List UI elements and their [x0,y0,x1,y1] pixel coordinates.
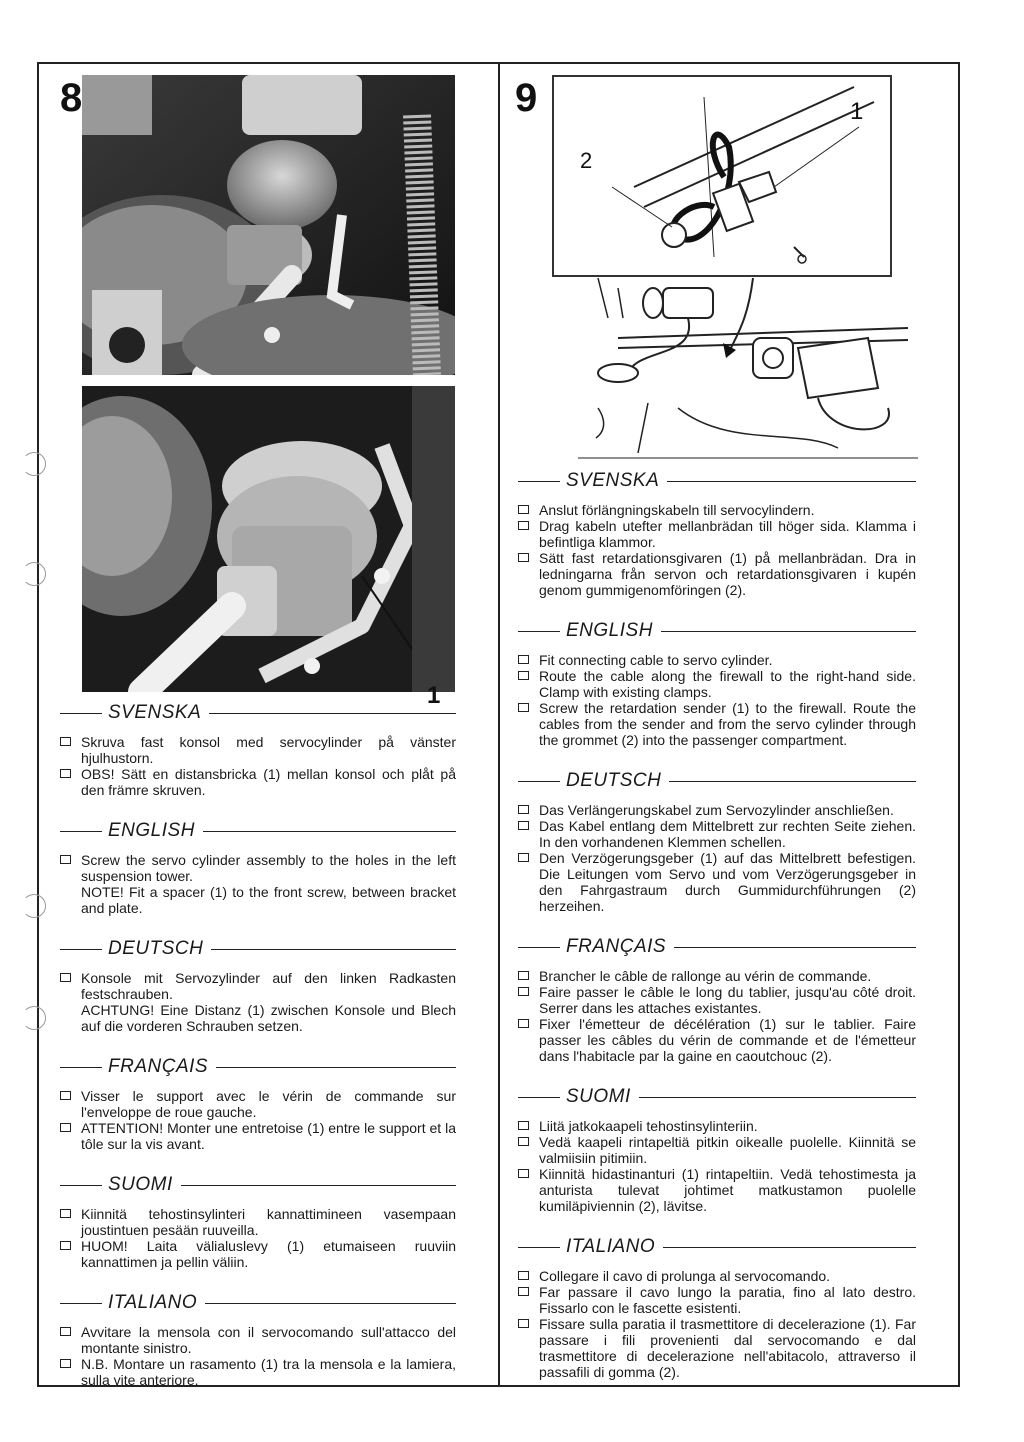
left-text-column [60,702,456,1410]
right-section-francais [518,936,916,1064]
instruction-item [518,700,916,748]
instruction-text: Visser le support avec le vérin de commande sur l'enveloppe de roue gauche. [81,1088,456,1120]
lang-heading [518,620,916,642]
checkbox-icon [60,1209,71,1218]
checkbox-icon [518,521,529,530]
checkbox-icon [60,1091,71,1100]
lang-heading-label: DEUTSCH [108,938,204,959]
instruction-text: Drag kabeln utefter mellanbrädan till höger sida. Klamma i befintliga klammor. [539,518,916,550]
left-section-suomi [60,1174,456,1270]
instruction-text: Konsole mit Servozylinder auf den linken Radkasten festschrauben. [81,970,456,1002]
checkbox-icon [60,737,71,746]
lang-heading-label: SUOMI [566,1086,631,1107]
lang-heading [518,770,916,792]
instruction-item [60,852,456,884]
checkbox-icon [60,973,71,982]
lang-heading-label: SUOMI [108,1174,173,1195]
instruction-text: OBS! Sätt en distansbricka (1) mellan konsol och plåt på den främre skruven. [81,766,456,798]
instruction-text: Den Verzögerungsgeber (1) auf das Mittelbrett befestigen. Die Leitungen vom Servo und vom Verzögerungsgeber in den Fahrgastraum durch Gummidurchführungen (2) herzeihen. [539,850,916,914]
instruction-text: Brancher le câble de rallonge au vérin de commande. [539,968,872,984]
checkbox-icon [518,1121,529,1130]
lang-heading [60,1056,456,1078]
instruction-text: ATTENTION! Monter une entretoise (1) entre le support et la tôle sur la vis avant. [81,1120,456,1152]
checkbox-icon [518,987,529,996]
instruction-item [60,1002,456,1034]
right-text-column [518,470,916,1402]
checkbox-icon [518,1169,529,1178]
drawing-callout-2: 2 [580,148,593,173]
instruction-item [518,1166,916,1214]
lang-heading [60,1174,456,1196]
left-section-francais [60,1056,456,1152]
instruction-item [60,734,456,766]
instruction-item [518,1118,916,1134]
photo-callout-1: 1 [427,682,441,709]
instruction-item [60,1238,456,1270]
binder-hole [22,452,46,476]
left-section-svenska [60,702,456,798]
instruction-item [518,502,916,518]
engine-photo-bracket [82,386,455,692]
instruction-text: ACHTUNG! Eine Distanz (1) zwischen Konsole und Blech auf die vorderen Schrauben setzen. [81,1002,456,1034]
instruction-item [60,970,456,1002]
instruction-text: Kiinnitä hidastinanturi (1) rintapeltiin. Vedä tehostimesta ja anturista tulevat johtimet matkustamon puolelle kumiläpiviennin (2), lävitse. [539,1166,916,1214]
instruction-item [60,1206,456,1238]
instruction-item [518,1316,916,1380]
instruction-text: Vedä kaapeli rintapeltiä pitkin oikealle puolelle. Kiinnitä se valmiisiin pitimiin. [539,1134,916,1166]
instruction-text: Screw the retardation sender (1) to the firewall. Route the cables from the sender and from the servo cylinder through the grommet (2) into the passenger compartment. [539,700,916,748]
instruction-text: Screw the servo cylinder assembly to the holes in the left suspension tower. [81,852,456,884]
lang-heading [60,702,456,724]
column-divider [498,62,500,1387]
instruction-text: Fissare sulla paratia il trasmettitore di decelerazione (1). Far passare i fili provenienti dal servocomando e dal trasmettitore di decelerazione nell'abitacolo, attraverso il passafili di gomma (2). [539,1316,916,1380]
instruction-item [518,968,916,984]
lang-heading-label: FRANÇAIS [566,936,667,957]
right-section-suomi [518,1086,916,1214]
checkbox-icon [60,1123,71,1132]
instruction-text: Far passare il cavo lungo la paratia, fino al lato destro. Fissarlo con le fascette esistenti. [539,1284,916,1316]
left-section-deutsch [60,938,456,1034]
instruction-text: Skruva fast konsol med servocylinder på vänster hjulhustorn. [81,734,456,766]
lang-heading-label: DEUTSCH [566,770,662,791]
instruction-item [518,802,916,818]
instruction-text: Fixer l'émetteur de décélération (1) sur le tablier. Faire passer les câbles du vérin de commande et de l'émetteur dans l'habitacle par la gaine en caoutchouc (2). [539,1016,916,1064]
checkbox-icon [60,1359,71,1368]
lang-heading [60,938,456,960]
lang-heading-label: SVENSKA [108,702,202,723]
lang-heading [60,1292,456,1314]
instruction-item [518,652,916,668]
instruction-item [518,1016,916,1064]
instruction-item [60,1088,456,1120]
lang-heading-label: ITALIANO [108,1292,198,1313]
right-section-english [518,620,916,748]
checkbox-icon [518,505,529,514]
checkbox-icon [60,769,71,778]
instruction-item [60,1120,456,1152]
instruction-item [60,766,456,798]
lang-heading [60,820,456,842]
checkbox-icon [518,703,529,712]
instruction-text: Avvitare la mensola con il servocomando sull'attacco del montante sinistro. [81,1324,456,1356]
checkbox-icon [518,1137,529,1146]
lang-heading [518,1236,916,1258]
checkbox-icon [60,1327,71,1336]
instruction-text: Faire passer le câble le long du tablier, jusqu'au côté droit. Serrer dans les attaches existantes. [539,984,916,1016]
instruction-item [518,850,916,914]
instruction-text: NOTE! Fit a spacer (1) to the front screw, between bracket and plate. [81,884,456,916]
instruction-item [518,1284,916,1316]
instruction-text: N.B. Montare un rasamento (1) tra la mensola e la lamiera, sulla vite anteriore. [81,1356,456,1388]
drawing-callout-1: 1 [850,98,864,125]
instruction-item [518,518,916,550]
checkbox-icon [518,1019,529,1028]
checkbox-icon [518,671,529,680]
checkbox-icon [518,553,529,562]
instruction-text: Anslut förlängningskabeln till servocylindern. [539,502,815,518]
checkbox-icon [60,855,71,864]
instruction-item [518,1134,916,1166]
lang-heading-label: ENGLISH [566,620,653,641]
instruction-item [60,884,456,916]
lang-heading-label: SVENSKA [566,470,660,491]
step-number-9: 9 [515,76,538,120]
instruction-item [518,984,916,1016]
instruction-text: HUOM! Laita välialuslevy (1) etumaiseen ruuviin kannattimen ja pellin väliin. [81,1238,456,1270]
instruction-item [518,818,916,850]
checkbox-icon [518,821,529,830]
checkbox-icon [518,853,529,862]
detail-inset-drawing [552,75,892,277]
instruction-text: Sätt fast retardationsgivaren (1) på mellanbrädan. Dra in ledningarna från servon och retardationsgivaren i kupén genom gummigenomföringen (2). [539,550,916,598]
step-number-8: 8 [60,76,83,120]
binder-hole [22,1006,46,1030]
lang-heading-label: FRANÇAIS [108,1056,209,1077]
instruction-item [60,1356,456,1388]
instruction-item [518,1268,916,1284]
lang-heading-label: ITALIANO [566,1236,656,1257]
checkbox-icon [60,1241,71,1250]
left-section-italiano [60,1292,456,1388]
instruction-text: Collegare il cavo di prolunga al servocomando. [539,1268,831,1284]
lang-heading [518,470,916,492]
instruction-text: Kiinnitä tehostinsylinteri kannattimineen vasempaan joustintuen pesään ruuveilla. [81,1206,456,1238]
instruction-text: Das Verlängerungskabel zum Servozylinder anschließen. [539,802,894,818]
binder-hole [22,894,46,918]
instruction-text: Liitä jatkokaapeli tehostinsylinteriin. [539,1118,758,1134]
right-section-italiano [518,1236,916,1380]
right-section-deutsch [518,770,916,914]
instruction-item [518,668,916,700]
instruction-text: Route the cable along the firewall to the right-hand side. Clamp with existing clamps. [539,668,916,700]
left-section-english [60,820,456,916]
instruction-text: Fit connecting cable to servo cylinder. [539,652,773,668]
binder-hole [22,562,46,586]
engine-photo-top [82,75,455,375]
instruction-text: Das Kabel entlang dem Mittelbrett zur rechten Seite ziehen. In den vorhandenen Klemmen schellen. [539,818,916,850]
lang-heading [518,936,916,958]
instruction-item [518,550,916,598]
checkbox-icon [518,971,529,980]
right-section-svenska [518,470,916,598]
checkbox-icon [518,1319,529,1328]
engine-bay-drawing [578,278,918,468]
lang-heading [518,1086,916,1108]
checkbox-icon [518,655,529,664]
instruction-item [60,1324,456,1356]
checkbox-icon [518,1287,529,1296]
checkbox-icon [518,805,529,814]
checkbox-icon [518,1271,529,1280]
lang-heading-label: ENGLISH [108,820,195,841]
